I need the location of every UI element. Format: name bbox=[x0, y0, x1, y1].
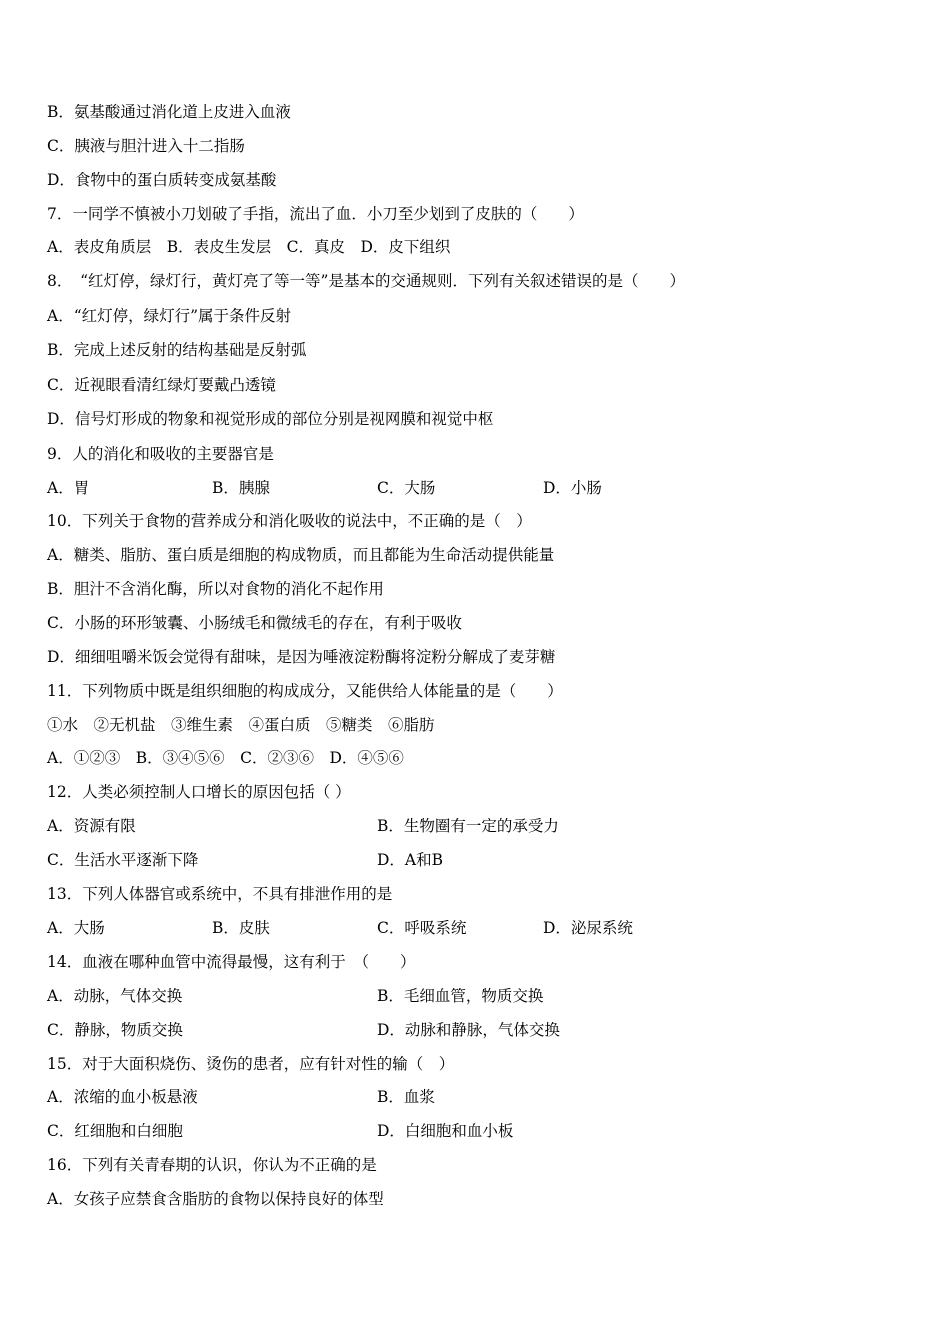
text-line: A．“红灯停，绿灯行”属于条件反射 bbox=[47, 307, 292, 325]
text-line: 15．对于大面积烧伤、烫伤的患者，应有针对性的输（ ） bbox=[47, 1055, 455, 1073]
text-line: D．细细咀嚼米饭会觉得有甜味，是因为唾液淀粉酶将淀粉分解成了麦芽糖 bbox=[47, 648, 556, 666]
answer-option: C．呼吸系统 bbox=[377, 919, 467, 937]
text-line: B．完成上述反射的结构基础是反射弧 bbox=[47, 341, 307, 359]
text-line: 16．下列有关青春期的认识，你认为不正确的是 bbox=[47, 1156, 377, 1174]
answer-option: D．小肠 bbox=[543, 479, 602, 497]
answer-option: C．生活水平逐渐下降 bbox=[47, 851, 199, 869]
answer-option: A．胃 bbox=[47, 479, 90, 497]
text-line: B．氨基酸通过消化道上皮进入血液 bbox=[47, 103, 291, 121]
text-line: A．糖类、脂肪、蛋白质是细胞的构成物质，而且都能为生命活动提供能量 bbox=[47, 546, 555, 564]
text-line: D．信号灯形成的物象和视觉形成的部位分别是视网膜和视觉中枢 bbox=[47, 410, 494, 428]
answer-option: A．资源有限 bbox=[47, 817, 136, 835]
answer-option: B．生物圈有一定的承受力 bbox=[377, 817, 559, 835]
text-line: ①水 ②无机盐 ③维生素 ④蛋白质 ⑤糖类 ⑥脂肪 bbox=[47, 716, 435, 734]
answer-option: A．浓缩的血小板悬液 bbox=[47, 1088, 198, 1106]
text-line: D．食物中的蛋白质转变成氨基酸 bbox=[47, 171, 277, 189]
text-line: C．近视眼看清红绿灯要戴凸透镜 bbox=[47, 376, 276, 394]
text-line: A．女孩子应禁食含脂肪的食物以保持良好的体型 bbox=[47, 1190, 384, 1208]
text-line: A．表皮角质层 B．表皮生发层 C．真皮 D．皮下组织 bbox=[47, 238, 451, 256]
text-line: 14．血液在哪种血管中流得最慢，这有利于 （ ） bbox=[47, 953, 416, 971]
text-line: B．胆汁不含消化酶，所以对食物的消化不起作用 bbox=[47, 580, 384, 598]
text-line: 9．人的消化和吸收的主要器官是 bbox=[47, 445, 274, 463]
text-line: 13．下列人体器官或系统中，不具有排泄作用的是 bbox=[47, 885, 393, 903]
answer-option: B．胰腺 bbox=[212, 479, 270, 497]
text-line: 12．人类必须控制人口增长的原因包括（ ） bbox=[47, 783, 351, 801]
answer-option: C．静脉，物质交换 bbox=[47, 1021, 183, 1039]
answer-option: D．白细胞和血小板 bbox=[377, 1122, 514, 1140]
text-line: A．①②③ B．③④⑤⑥ C．②③⑥ D．④⑤⑥ bbox=[47, 749, 404, 767]
answer-option: B．皮肤 bbox=[212, 919, 270, 937]
answer-option: A．大肠 bbox=[47, 919, 105, 937]
text-line: 11．下列物质中既是组织细胞的构成成分，又能供给人体能量的是（ ） bbox=[47, 682, 563, 700]
answer-option: D．A和B bbox=[377, 851, 444, 869]
text-line: 7．一同学不慎被小刀划破了手指，流出了血．小刀至少划到了皮肤的（ ） bbox=[47, 205, 584, 223]
answer-option: A．动脉，气体交换 bbox=[47, 987, 183, 1005]
text-line: C．胰液与胆汁进入十二指肠 bbox=[47, 137, 245, 155]
text-line: 10．下列关于食物的营养成分和消化吸收的说法中，不正确的是（ ） bbox=[47, 512, 532, 530]
answer-option: C．红细胞和白细胞 bbox=[47, 1122, 183, 1140]
answer-option: B．血浆 bbox=[377, 1088, 435, 1106]
answer-option: D．动脉和静脉，气体交换 bbox=[377, 1021, 560, 1039]
answer-option: D．泌尿系统 bbox=[543, 919, 633, 937]
answer-option: C．大肠 bbox=[377, 479, 436, 497]
text-line: 8． “红灯停，绿灯行，黄灯亮了等一等”是基本的交通规则．下列有关叙述错误的是（ ） bbox=[47, 272, 685, 290]
text-line: C．小肠的环形皱囊、小肠绒毛和微绒毛的存在，有利于吸收 bbox=[47, 614, 462, 632]
answer-option: B．毛细血管，物质交换 bbox=[377, 987, 544, 1005]
